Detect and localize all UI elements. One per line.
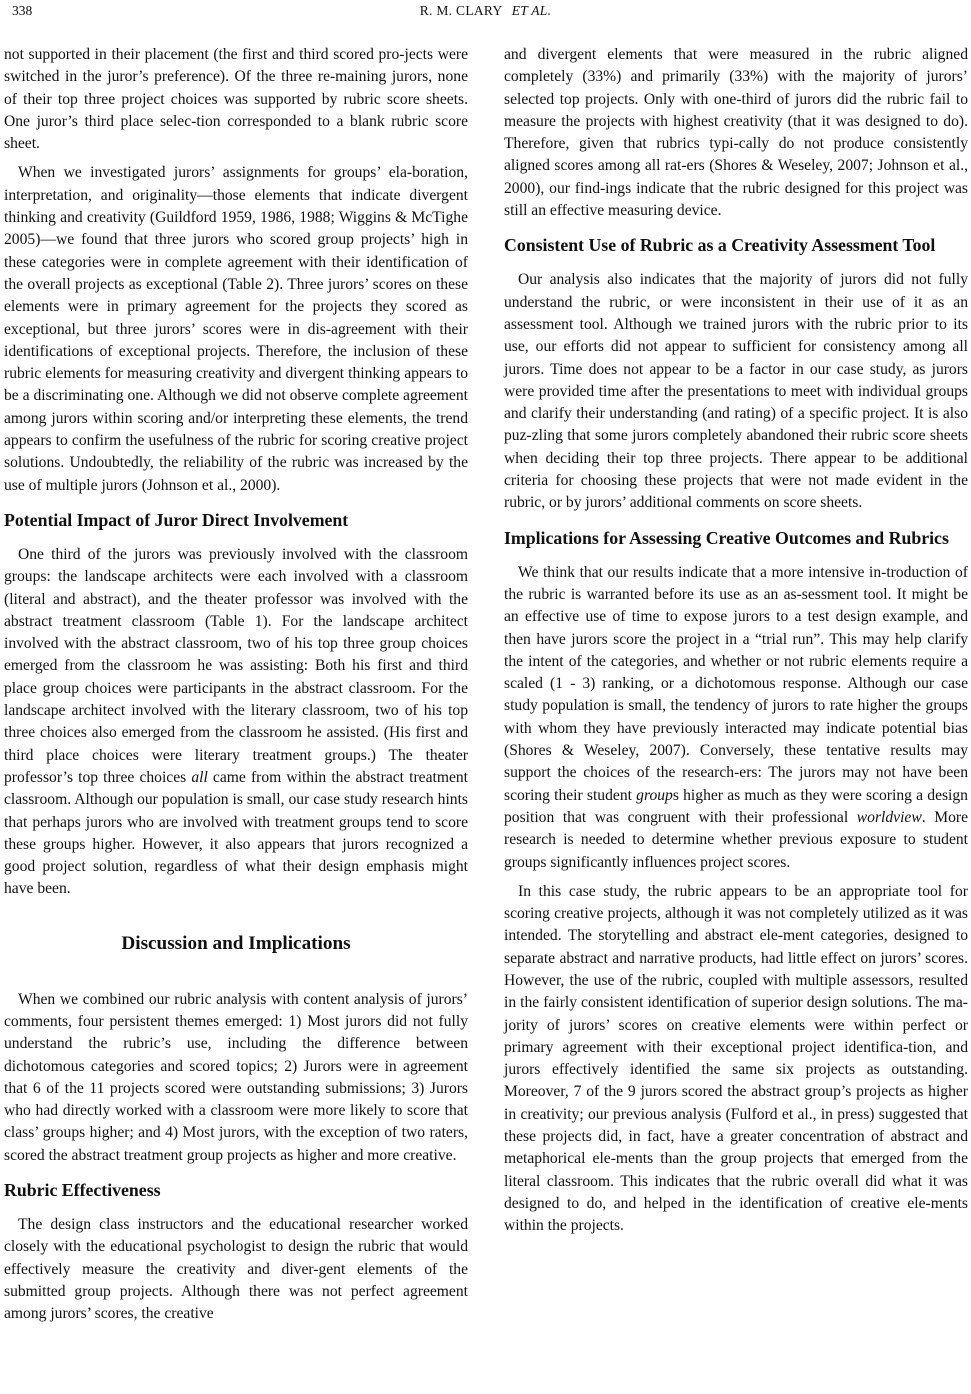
paragraph: not supported in their placement (the first and third scored pro-jects were switched in the juror’s preference). Of the three re-maining jurors, none of their top three project choices was supported by rubric score sheets. One juror’s third place selec-tion corresponded to a blank rubric score sheet.	[4, 46, 468, 153]
right-column	[504, 44, 968, 1245]
emphasis: group	[636, 786, 673, 804]
section-heading: Potential Impact of Juror Direct Involvement	[4, 509, 349, 530]
emphasis: worldview	[856, 808, 922, 826]
paragraph: In this case study, the rubric appears to be an appropriate tool for scoring creative projects, although it was not completely utilized as it was intended. The storytelling and abstract ele-ment categories, designed to separate abstract and narrative products, had little effect on jurors’ scores. However, the use of the rubric, coupled with multiple assessors, resulted in the fairly consistent identification of superior design solutions. The ma-jority of jurors’ scores on creative elements were within perfect or primary agreement with their exceptional project identifica-tion, and jurors effectively identified the same six projects as outstanding. Moreover, 7 of the 9 jurors scored the abstract group’s projects as higher in creativity; our previous analysis (Fulford et al., in press) suggested that these projects did, in fact, have a greater concentration of abstract and metaphorical ele-ments than the group projects that emerged from the literal classroom. This indicates that the rubric overall did what it was designed to do, and helped in the identification of creative ele-ments within the projects.	[504, 882, 968, 1235]
section-heading: Rubric Effectiveness	[4, 1180, 161, 1201]
emphasis: all	[191, 768, 208, 786]
paragraph: and divergent elements that were measured in the rubric aligned completely (33%) and primarily (33%) with the majority of jurors’ selected top projects. Only with one-third of jurors did the rubric fail to measure the projects with highest creativity (that it was designed to do). Therefore, given that rubrics typi-cally do not produce consistently aligned scores among all rat-ers (Shores & Weseley, 2007; Johnson et al., 2000), our find-ings indicate that the rubric designed for this project was still an effective measuring device.	[504, 46, 968, 220]
paragraph: When we combined our rubric analysis with content analysis of jurors’ comments, four persistent themes emerged: 1) Most jurors did not fully understand the rubric’s use, including the difference between dichotomous categories and scored topics; 2) Jurors were in agreement that 6 of the 11 projects scored were outstanding submissions; 3) Jurors who had directly worked with a classroom were more likely to score that class’ groups higher; and 4) Most jurors, with the exception of two raters, scored the abstract treatment group projects as higher and more creative.	[4, 990, 468, 1164]
page-header	[0, 0, 971, 30]
paragraph: The design class instructors and the educational researcher worked closely with the educational psychologist to design the rubric that would effectively measure the creativity and diver-gent elements of the submitted group projects. Although there was not perfect agreement among jurors’ scores, the creative	[4, 1216, 468, 1323]
running-head-etal: ET AL.	[511, 3, 552, 18]
paragraph: When we investigated jurors’ assignments for groups’ ela-boration, interpretation, and originality—those elements that indicate divergent thinking and creativity (Guildford 1959, 1986, 1988; Wiggins & McTighe 2005)—we found that three jurors who scored group projects’ high in these categories were in complete agreement with their identification of the overall projects as exceptional (Table 2). Three jurors’ scores on these elements were in primary agreement for the projects they scored as exceptional, but three jurors’ scores were in dis-agreement with their identifications of exceptional projects. Therefore, the inclusion of these rubric elements for measuring creativity and divergent thinking appears to be a discriminating one. Although we did not observe complete agreement among jurors within scoring and/or interpreting these elements, the trend appears to confirm the usefulness of the rubric for scoring creative project solutions. Undoubtedly, the reliability of the rubric was increased by the use of multiple jurors (Johnson et al., 2000).	[4, 164, 468, 494]
paragraph: Our analysis also indicates that the majority of jurors did not fully understand the rubric, or were inconsistent in their use of it as an assessment tool. Although we trained jurors with the rubric prior to its use, our efforts did not appear to sufficient for consistency among all jurors. Time does not appear to be a factor in our case study, as jurors were provided time after the presentations to meet with individual groups and clarify their understanding (and rating) of a specific project. It is also puz-zling that some jurors completely abandoned their rubric score sheets when deciding their top three projects. There appear to be additional criteria for choosing these projects that were not made evident in the rubric, or by jurors’ additional comments on score sheets.	[504, 271, 968, 512]
left-column	[4, 44, 468, 1333]
page-number: 338	[12, 3, 33, 18]
running-head	[0, 3, 971, 19]
paragraph: We think that our results indicate that a more intensive in-troduction of the rubric is warranted before its use as an as-sessment tool. It might be an effective use of time to expose jurors to a test design example, and then have jurors score the project in a “trial run”. This may help clarify the intent of the categories, and whether or not rubric elements require a scaled (1 - 3) ranking, or a dichotomous response. Although our case study population is small, the tendency of jurors to rate higher the groups with whom they have previously interacted may indicate potential bias (Shores & Weseley, 2007). Conversely, these tentative results may support the choices of the research-ers: The jurors may not have been scoring their student groups higher as much as they were scoring a design position that was congruent with their professional worldview. More research is needed to determine whether previous exposure to student groups significantly influences project scores.	[504, 563, 968, 871]
section-heading: Implications for Assessing Creative Outcomes and Rubrics	[504, 527, 949, 548]
major-section-heading: Discussion and Implications	[121, 932, 351, 954]
section-heading: Consistent Use of Rubric as a Creativity Assessment Tool	[504, 235, 936, 256]
paragraph: One third of the jurors was previously involved with the classroom groups: the landscape architects were each involved with a classroom (literal and abstract), and the theater professor was involved with the abstract treatment classroom (Table 1). For the landscape architect involved with the abstract classroom, two of his top three group choices emerged from the classroom he was assisting: Both his first and third place group choices were participants in the abstract classroom. For the landscape architect involved with the literary classroom, two of his top three choices also emerged from the classroom he assisted. (His first and third place choices were literary treatment groups.) The theater professor’s top three choices all came from within the abstract treatment classroom. Although our population is small, our case study research hints that perhaps jurors who are involved with treatment groups tend to score these groups higher. However, it also appears that jurors recognized a good project solution, regardless of what their design emphasis might have been.	[4, 545, 468, 898]
running-head-authors: R. M. CLARY	[419, 3, 503, 18]
